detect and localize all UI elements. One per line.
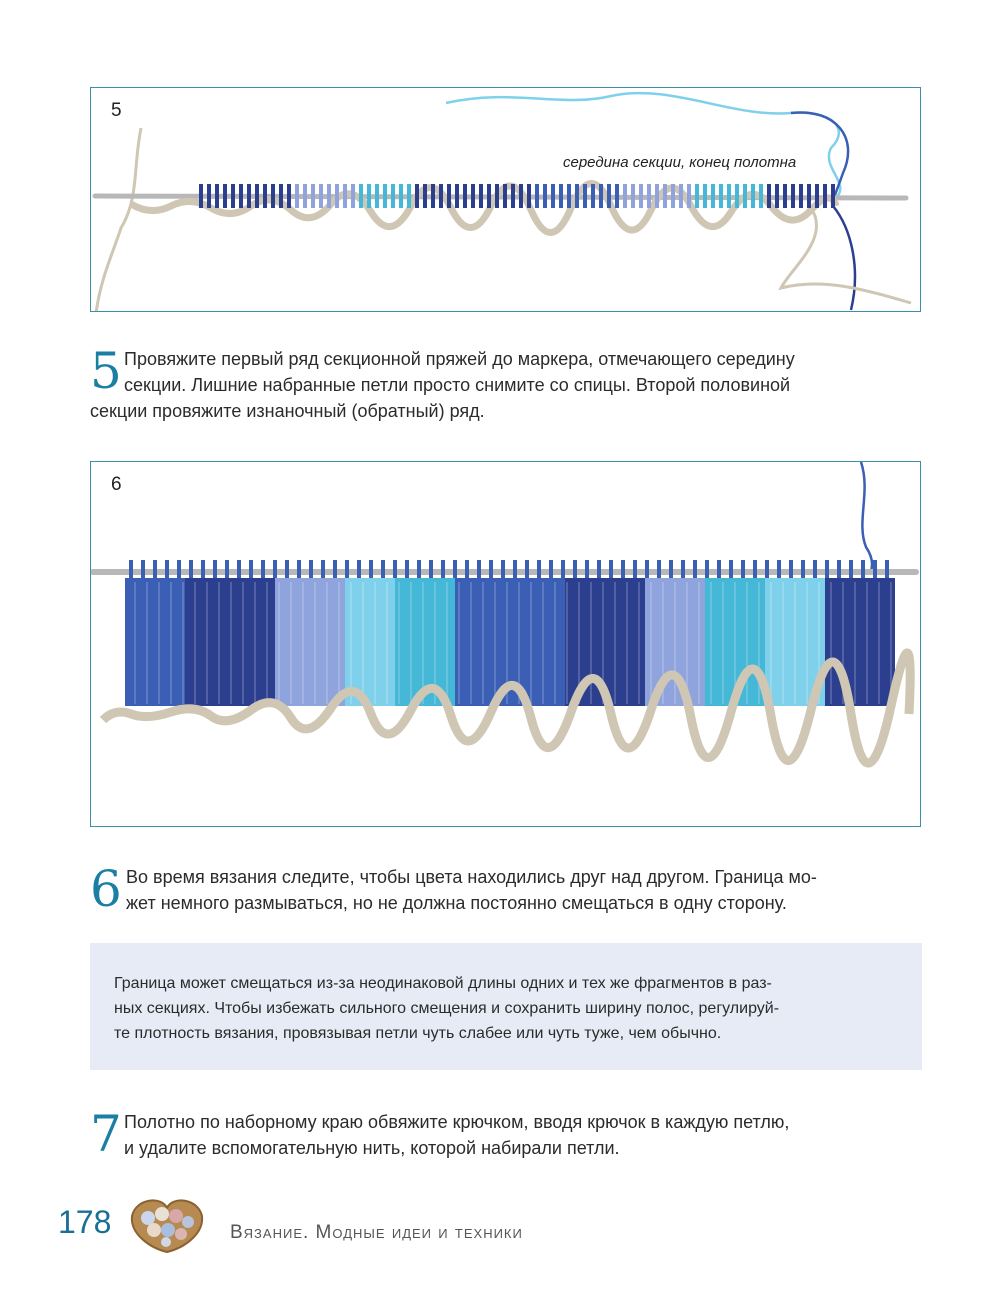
tip-box <box>90 943 922 1070</box>
step-line: Во время вязания следите, чтобы цвета находились друг над другом. Граница мо- <box>126 867 817 887</box>
yarn-basket-icon <box>126 1194 208 1254</box>
step-number: 6 <box>90 860 122 918</box>
figure-number: 6 <box>111 474 122 495</box>
photo-caption: середина секции, конец полотна <box>563 154 797 171</box>
step-5 <box>90 342 920 424</box>
step-6-text <box>90 860 920 918</box>
step-number: 7 <box>90 1105 122 1163</box>
knitting-cast-on-photo <box>91 88 921 312</box>
page-number: 178 <box>58 1204 112 1240</box>
photo-step-5 <box>90 87 921 312</box>
step-line: Полотно по наборному краю обвяжите крючком, вводя крючок в каждую петлю, <box>124 1112 790 1132</box>
step-line: и удалите вспомогательную нить, которой набирали петли. <box>124 1138 620 1158</box>
photo-step-6 <box>90 461 921 827</box>
step-line: Провяжите первый ряд секционной пряжей до маркера, отмечающего середину <box>124 349 795 369</box>
step-line: секции провяжите изнаночный (обратный) ряд. <box>90 401 485 421</box>
step-6 <box>90 860 920 918</box>
tip-line: те плотность вязания, провязывая петли чуть слабее или чуть туже, чем обычно. <box>114 1025 722 1042</box>
tip-line: ных секциях. Чтобы избежать сильного смещения и сохранить ширину полос, регулируй- <box>114 1000 780 1017</box>
step-line: жет немного размываться, но не должна постоянно смещаться в одну сторону. <box>126 893 787 913</box>
tip-text <box>114 971 898 1046</box>
tip-line: Граница может смещаться из-за неодинаковой длины одних и тех же фрагментов в раз- <box>114 975 772 992</box>
step-line: секции. Лишние набранные петли просто снимите со спицы. Второй половиной <box>124 375 791 395</box>
step-5-text <box>90 342 920 424</box>
step-7-text <box>90 1105 920 1163</box>
figure-number: 5 <box>111 100 122 121</box>
book-title: Вязание. Модные идеи и техники <box>230 1222 523 1243</box>
knitted-stripes-photo <box>91 462 921 827</box>
step-number: 5 <box>90 342 122 400</box>
step-7 <box>90 1105 920 1163</box>
